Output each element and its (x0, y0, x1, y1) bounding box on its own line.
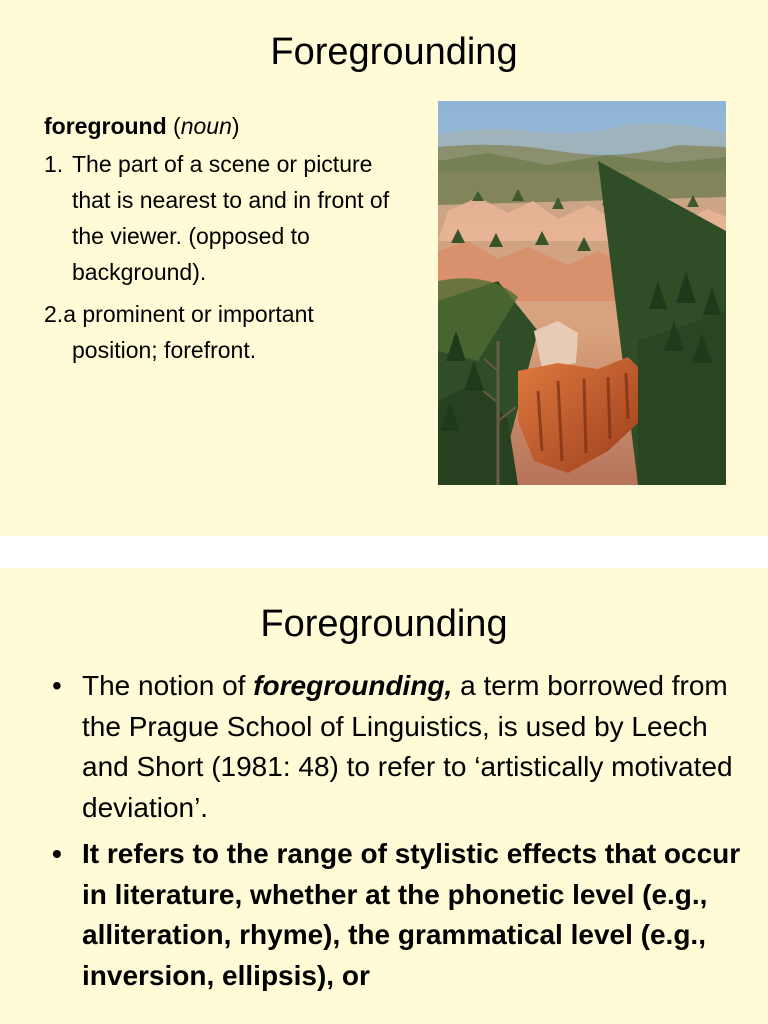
definition-item-2 (44, 296, 394, 368)
bullet-text-after: a term borrowed from the Prague School of Linguistics, is used by Leech and Short (1981: 48) to refer to ‘artistically motivated deviation’. (82, 670, 733, 823)
bullet-item-2 (52, 834, 742, 996)
definition-item-1 (44, 146, 394, 290)
part-of-speech-open: ( (173, 113, 181, 139)
slide-2 (0, 568, 768, 1024)
slide-1-title: Foregrounding (270, 31, 518, 73)
bullet-emphasis: foregrounding, (253, 670, 453, 701)
definition-number: 1. (44, 151, 64, 177)
slide-2-title: Foregrounding (260, 603, 508, 645)
definition-headword-line (44, 108, 394, 144)
part-of-speech: noun (180, 113, 232, 139)
canyon-landscape-photo (438, 101, 726, 485)
dictionary-definition (44, 108, 394, 374)
bullet-symbol: • (52, 670, 62, 701)
headword: foreground (44, 113, 167, 139)
bullet-text-before: The notion of (82, 670, 254, 701)
definition-text: a prominent or important position; forefront. (63, 301, 314, 363)
part-of-speech-close: ) (231, 113, 240, 139)
bullet-list (52, 666, 742, 1002)
definition-number: 2. (44, 301, 64, 327)
bullet-text: It refers to the range of stylistic effects that occur in literature, whether at the phonetic level (e.g., alliteration, rhyme), the grammatical level (e.g., inversion, ellipsis), or (82, 838, 741, 991)
bullet-item-1 (52, 666, 742, 828)
definition-text: The part of a scene or picture that is nearest to and in front of the viewer. (opposed to background). (72, 151, 390, 285)
bullet-symbol: • (52, 838, 62, 869)
